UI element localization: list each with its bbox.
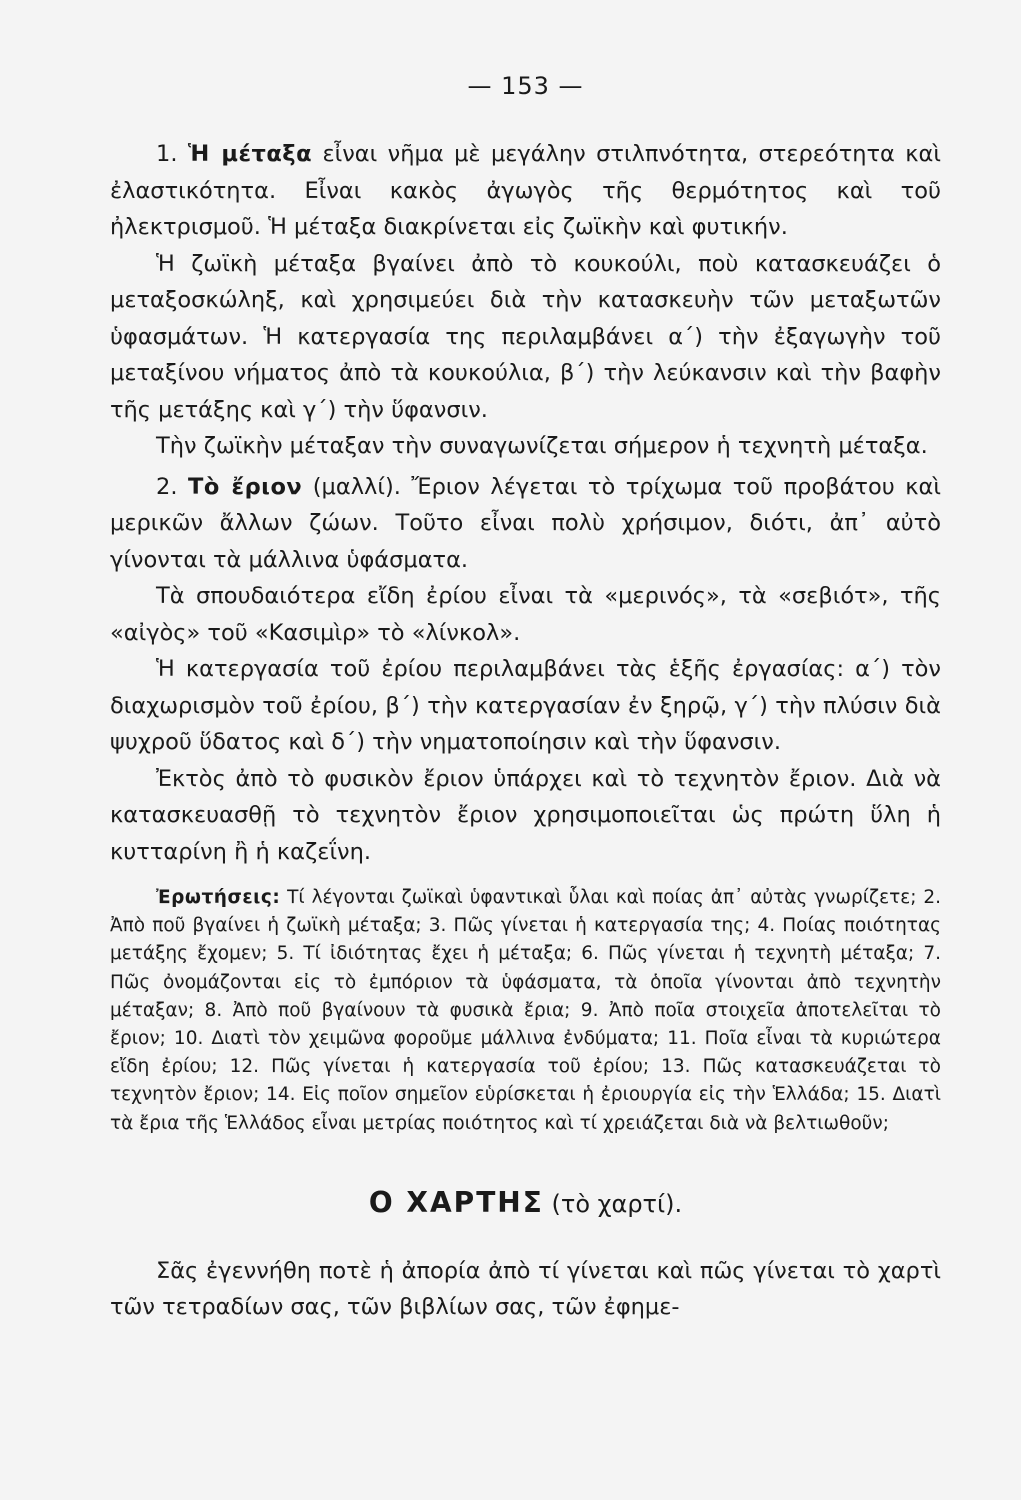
paragraph-artificial-silk: Τὴν ζωϊκὴν μέταξαν τὴν συναγωνίζεται σήμερον ἡ τεχνητὴ μέταξα.	[156, 433, 928, 459]
paragraph-wool-processing: Ἡ κατεργασία τοῦ ἐρίου περιλαμβάνει τὰς ἑξῆς ἐργασίας: α΄) τὸν διαχωρισμὸν τοῦ ἐρίου, β΄) τὴν κατεργασίαν ἐν ξηρῷ, γ΄) τὴν πλύσιν διὰ ψυχροῦ ὕδατος καὶ δ΄) τὴν νηματοποίησιν καὶ τὴν ὕφανσιν.	[110, 656, 941, 755]
questions-heading: Ἐρωτήσεις:	[156, 887, 281, 908]
section-number-2: 2.	[156, 473, 189, 500]
section-title-sub: (τὸ χαρτί).	[543, 1189, 683, 1218]
paragraph-animal-silk: Ἡ ζωϊκὴ μέταξα βγαίνει ἀπὸ τὸ κουκούλι, ποὺ κατασκευάζει ὁ μεταξοσκώληξ, καὶ χρησιμεύει διὰ τὴν κατασκευὴν τῶν μεταξωτῶν ὑφασμάτων. Ἡ κατεργασία της περιλαμβάνει α΄) τὴν ἐξαγωγὴν τοῦ μεταξίνου νήματος ἀπὸ τὰ κουκούλια, β΄) τὴν λεύκανσιν καὶ τὴν βαφὴν τῆς μετάξης καὶ γ΄) τὴν ὕφανσιν.	[110, 250, 941, 423]
questions-block	[110, 884, 941, 1138]
paragraph-silk-text: εἶναι νῆμα μὲ μεγάλην στιλπνότητα, στερεότητα καὶ ἐλαστικότητα. Εἶναι κακὸς ἀγωγὸς τῆς θερμότητος καὶ τοῦ ἠλεκτρισμοῦ. Ἡ μέταξα διακρίνεται εἰς ζωϊκὴν καὶ φυτικήν.	[110, 141, 941, 240]
paragraph-silk	[110, 136, 941, 246]
section-title-paper	[110, 1186, 941, 1219]
section-number-1: 1.	[156, 141, 188, 167]
questions-text: Τί λέγονται ζωϊκαὶ ὑφαντικαὶ ὗλαι καὶ ποίας ἀπ᾿ αὐτὰς γνωρίζετε; 2. Ἀπὸ ποῦ βγαίνει ἡ ζωϊκὴ μέταξα; 3. Πῶς γίνεται ἡ κατεργασία της; 4. Ποίας ποιότητας μετάξης ἔχομεν; 5. Τί ἰδιότητας ἔχει ἡ μέταξα; 6. Πῶς γίνεται ἡ τεχνητὴ μέταξα; 7. Πῶς ὀνομάζονται εἰς τὸ ἐμπόριον τὰ ὑφάσματα, τὰ ὁποῖα γίνονται ἀπὸ τεχνητὴν μέταξαν; 8. Ἀπὸ ποῦ βγαίνουν τὰ φυσικὰ ἔρια; 9. Ἀπὸ ποῖα στοιχεῖα ἀποτελεῖται τὸ ἔριον; 10. Διατὶ τὸν χειμῶνα φοροῦμε μάλλινα ἐνδύματα; 11. Ποῖα εἶναι τὰ κυριώτερα εἴδη ἐρίου; 12. Πῶς γίνεται ἡ κατεργασία τοῦ ἐρίου; 13. Πῶς κατασκευάζεται τὸ τεχνητὸν ἔριον; 14. Εἰς ποῖον σημεῖον εὑρίσκεται ἡ ἐριουργία εἰς τὴν Ἑλλάδα; 15. Διατὶ τὰ ἔρια τῆς Ἑλλάδος εἶναι μετρίας ποιότητος καὶ τί χρειάζεται διὰ νὰ βελτιωθοῦν;	[110, 887, 941, 1134]
paragraph-wool-text: (μαλλί). Ἔριον λέγεται τὸ τρίχωμα τοῦ προβάτου καὶ μερικῶν ἄλλων ζώων. Τοῦτο εἶναι πολὺ χρήσιμον, διότι, ἀπ᾿ αὐτὸ γίνονται τὰ μάλλινα ὑφάσματα.	[110, 473, 941, 573]
section-title-main: Ο ΧΑΡΤΗΣ	[368, 1185, 544, 1219]
paragraph-paper-intro: Σᾶς ἐγεννήθη ποτὲ ἡ ἀπορία ἀπὸ τί γίνεται καὶ πῶς γίνεται τὸ χαρτὶ τῶν τετραδίων σας, τῶν βιβλίων σας, τῶν ἐφημε-	[110, 1257, 941, 1321]
page-number: — 153 —	[467, 72, 584, 100]
paragraph-wool-types: Τὰ σπουδαιότερα εἴδη ἐρίου εἶναι τὰ «μερινός», τὰ «σεβιότ», τῆς «αἰγὸς» τοῦ «Κασιμὶρ» τὸ «λίνκολ».	[110, 583, 941, 646]
term-silk: Ἡ μέταξα	[187, 141, 313, 167]
term-wool: Τὸ ἔριον	[188, 473, 303, 500]
paragraph-artificial-wool: Ἐκτὸς ἀπὸ τὸ φυσικὸν ἔριον ὑπάρχει καὶ τὸ τεχνητὸν ἔριον. Διὰ νὰ κατασκευασθῇ τὸ τεχνητὸν ἔριον χρησιμοποιεῖται ὡς πρώτη ὕλη ἡ κυτταρίνη ἢ ἡ καζεΐνη.	[110, 765, 941, 865]
paragraph-wool	[110, 469, 941, 579]
